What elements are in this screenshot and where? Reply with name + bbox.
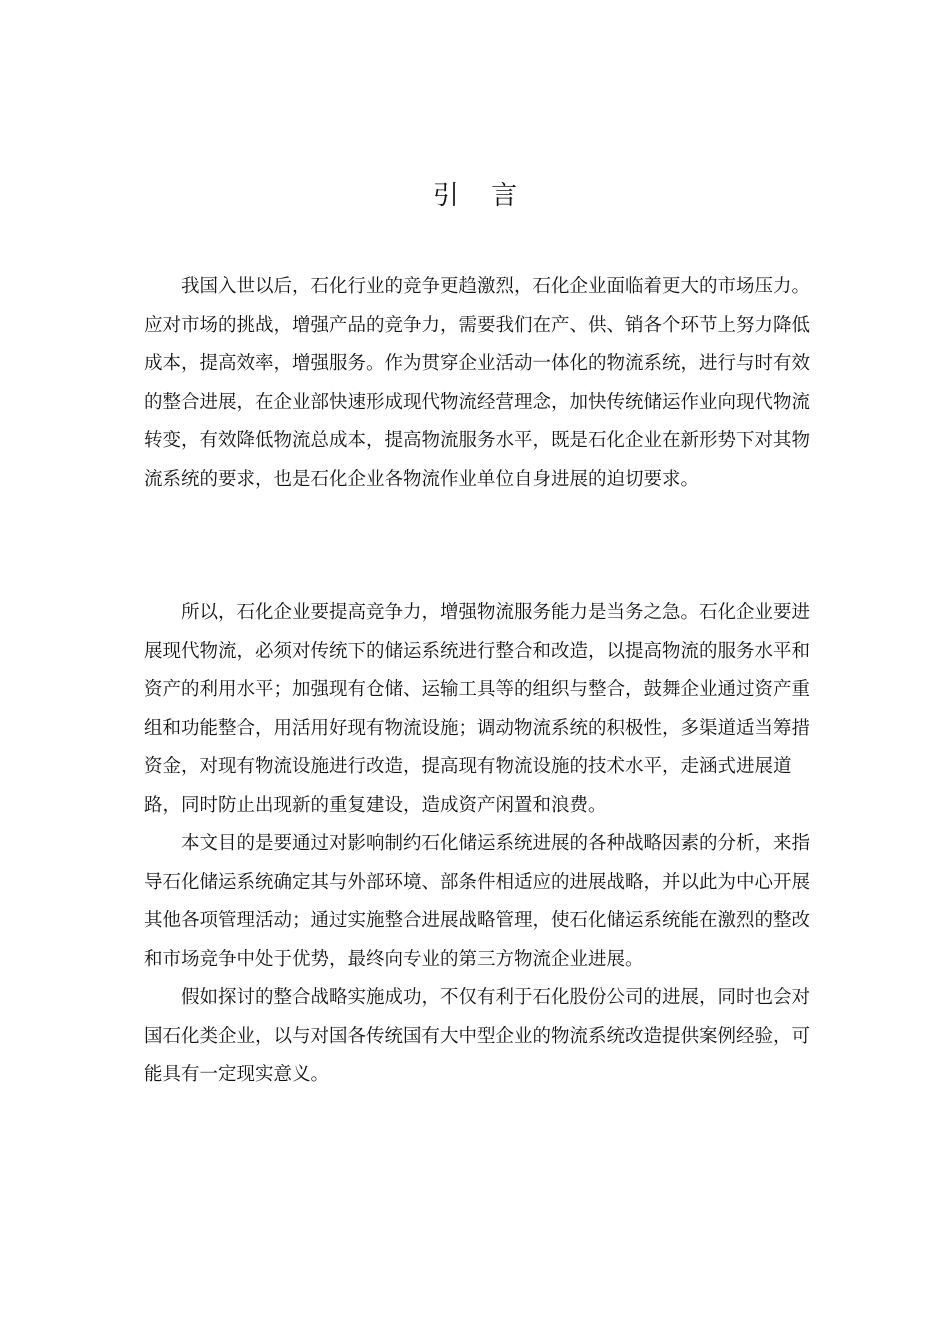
page-title: 引 言 [432, 181, 530, 211]
body-block-main [144, 594, 820, 1095]
body-block-intro [144, 268, 820, 499]
paragraph: 本文目的是要通过对影响制约石化储运系统进展的各种战略因素的分析，来指导石化储运系统确定其与外部环境、部条件相适应的进展战略，并以此为中心开展其他各项管理活动；通过实施整合进展战略管理，使石化储运系统能在激烈的整改和市场竞争中处于优势，最终向专业的第三方物流企业进展。 [144, 833, 811, 970]
paragraph: 我国入世以后，石化行业的竞争更趋激烈，石化企业面临着更大的市场压力。应对市场的挑战，增强产品的竞争力，需要我们在产、供、销各个环节上努力降低成本，提高效率，增强服务。作为贯穿企业活动一体化的物流系统，进行与时有效的整合进展，在企业部快速形成现代物流经营理念，加快传统储运作业向现代物流转变，有效降低物流总成本，提高物流服务水平，既是石化企业在新形势下对其物流系统的要求，也是石化企业各物流作业单位自身进展的迫切要求。 [144, 276, 811, 490]
paragraph: 假如探讨的整合战略实施成功，不仅有利于石化股份公司的进展，同时也会对国石化类企业，以与对国各传统国有大中型企业的物流系统改造提供案例经验，可能具有一定现实意义。 [144, 987, 811, 1085]
paragraph: 所以，石化企业要提高竞争力，增强物流服务能力是当务之急。石化企业要进展现代物流，必须对传统下的储运系统进行整合和改造，以提高物流的服务水平和资产的利用水平；加强现有仓储、运输工具等的组织与整合，鼓舞企业通过资产重组和功能整合，用活用好现有物流设施；调动物流系统的积极性，多渠道适当筹措资金，对现有物流设施进行改造，提高现有物流设施的技术水平，走涵式进展道路，同时防止出现新的重复建设，造成资产闲置和浪费。 [144, 602, 811, 816]
